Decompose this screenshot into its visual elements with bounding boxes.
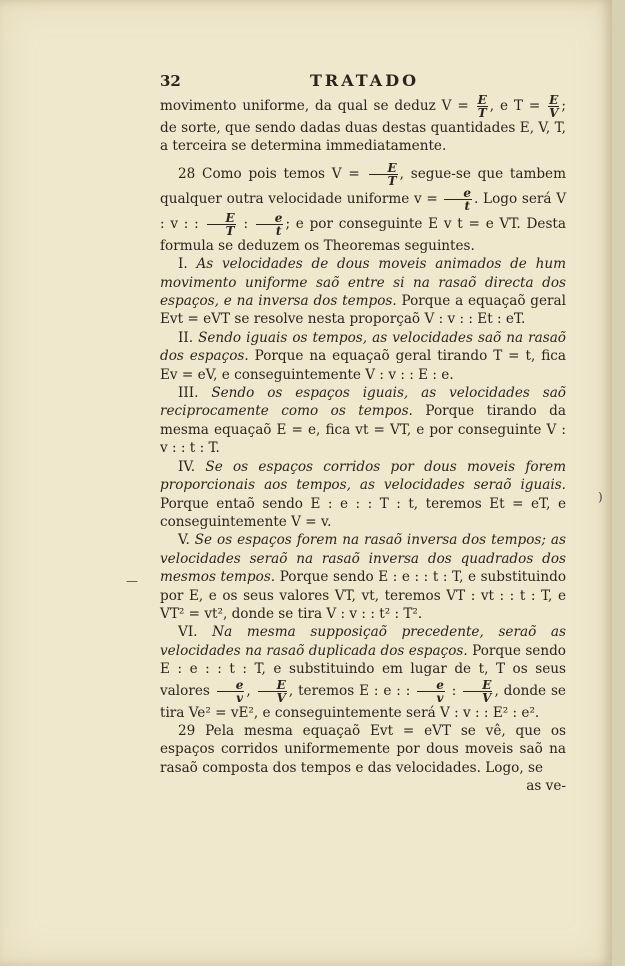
theorem-proof: Porque sendo E : e : : t : T, e substituindo por E, e os seus valores VT, vt, teremos VT : vt : : t : T, e VT² = vt², donde se tira V : v : : t² : T².: [160, 569, 566, 622]
margin-mark-left: —: [126, 574, 138, 588]
theorem-4: [160, 458, 566, 532]
text-span: , segue-se que tambem: [399, 165, 566, 182]
theorem-statement: As velocidades de dous moveis animados de hum movimento uniforme saõ entre si na rasaõ directa dos espaços, e na inversa dos tempos.: [160, 256, 566, 310]
theorem-6: VI. Na mesma supposiçaõ precedente, seraõ as velocidades na rasaõ duplicada dos espaços. Porque sendo E : e : : t : T, e substituindo em lugar de t, T os seus valores $\frac{e}{v}$ , $\frac{E}{V}$ , teremos E : e : : $\frac{e}{v}$ : $\frac{E}{V}$ , donde se tira Ve² = vE², e conseguintemente será V : v : : E² : e².: [160, 624, 566, 721]
theorem-1: [160, 255, 566, 329]
fraction: $\frac{E}{T}$: [369, 162, 398, 187]
theorem-number: V.: [178, 532, 195, 549]
text-line: , e T =: [489, 98, 547, 114]
page-header: [160, 72, 566, 94]
theorem-statement: Sendo os espaços iguais, as velocidades saõ reciprocamente como os tempos.: [160, 385, 566, 420]
theorem-proof: Porque na equaçaõ geral tirando T = t, fica Ev = eV, e conseguintemente V : v : : E : e.: [160, 348, 567, 383]
theorem-number: II.: [178, 329, 199, 346]
text-span: . Logo será: [474, 190, 552, 207]
paragraph-29: [160, 722, 566, 777]
page-number: 32: [160, 72, 181, 90]
theorem-statement: Se os espaços corridos por dous moveis forem proporcionais aos tempos, as velocidades seraõ iguais.: [160, 458, 566, 494]
theorem-5: [160, 531, 566, 623]
text-span: , donde se tira Ve² = vE², e conseguintemente será V : v : : E² : e².: [160, 682, 566, 721]
theorem-proof: Porque sendo E : e : : t : T, e substituindo em lugar de t, T os seus valores: [160, 642, 566, 699]
fraction: $\frac{E}{T}$: [477, 93, 487, 120]
fraction: $\frac{E}{T}$: [207, 212, 236, 237]
theorem-number: I.: [178, 256, 197, 273]
text-span: 29 Pela mesma equaçaõ Evt = eVT se vê, que os espaços corridos uniformemente por dous moveis saõ na rasaõ composta dos tempos e das velocidades. Logo, se: [160, 722, 566, 776]
text-span: qualquer outra velocidade uniforme v =: [160, 190, 443, 207]
fraction: $\frac{e}{v}$: [217, 679, 245, 704]
text-line: movimento uniforme, da qual se deduz V =: [160, 98, 475, 114]
running-title: TRATADO: [310, 71, 419, 90]
text-line: E, V, T, a terceira se determina immediatamente.: [160, 120, 566, 155]
fraction: $\frac{e}{t}$: [256, 212, 284, 237]
theorem-number: III.: [178, 385, 212, 402]
text-line: ; de sorte, que sendo dadas duas destas quantidades: [160, 98, 566, 136]
text-span: , teremos E : e : :: [288, 682, 416, 699]
fraction: $\frac{e}{t}$: [444, 187, 472, 212]
theorem-statement: Sendo iguais os tempos, as velocidades saõ na rasaõ dos espaços.: [160, 329, 566, 365]
page-edge: [612, 0, 625, 966]
catchword: as ve-: [526, 778, 566, 795]
paragraph-intro: [160, 94, 566, 156]
paragraph-28: [160, 162, 566, 255]
theorem-proof: Porque a equaçaõ geral Evt = eVT se resolve nesta proporçaõ V : v : : Et : eT.: [160, 293, 567, 328]
theorem-number: VI.: [178, 624, 213, 641]
theorem-proof: Porque tirando da mesma equaçaõ E = e, fica vt = VT, e por conseguinte V : v : : t : T.: [160, 403, 566, 457]
theorem-proof: Porque entaõ sendo E : e : : T : t, teremos Et = eT, e conseguintemente V = v.: [160, 495, 566, 530]
theorem-3: [160, 384, 566, 458]
text-span: V : v : :: [160, 190, 567, 232]
theorem-number: IV.: [178, 458, 206, 475]
fraction: $\frac{E}{V}$: [463, 679, 492, 704]
fraction: $\frac{E}{V}$: [258, 679, 287, 704]
theorem-statement: Na mesma supposiçaõ precedente, seraõ as velocidades na rasaõ duplicada dos espaços.: [160, 624, 566, 659]
fraction: $\frac{e}{v}$: [417, 679, 445, 704]
margin-mark-right: ): [598, 490, 603, 504]
text-block: [160, 72, 566, 796]
theorem-statement: Se os espaços forem na rasaõ inversa dos tempos; as velocidades seraõ na rasaõ inversa dos quadrados dos mesmos tempos.: [160, 532, 566, 586]
text-span: formula se deduzem os Theoremas seguintes.: [160, 237, 475, 254]
text-span: ; e por conseguinte E v t = e VT. Desta: [285, 215, 566, 232]
text-span: :: [237, 215, 254, 232]
theorem-2: [160, 329, 566, 384]
text-span: 28 Como pois temos V =: [178, 165, 367, 182]
fraction: $\frac{E}{V}$: [549, 93, 559, 120]
